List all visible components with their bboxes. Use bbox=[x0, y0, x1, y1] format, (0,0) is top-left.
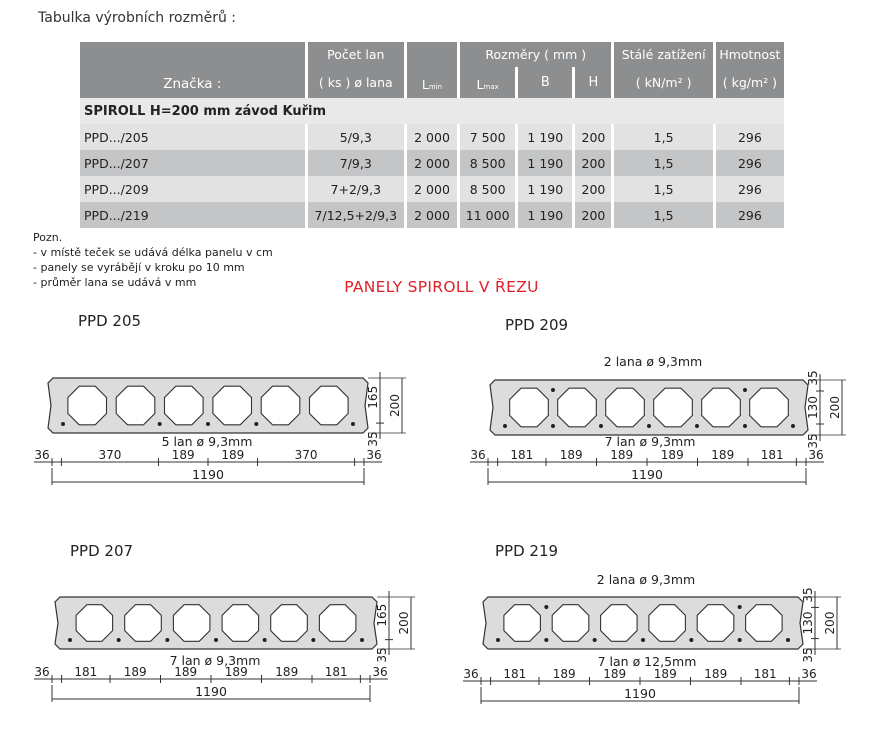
dimension-value: 36 bbox=[366, 448, 382, 462]
dimension-value: 36 bbox=[463, 667, 479, 681]
dimension-value: 370 bbox=[98, 448, 122, 462]
header-load: Stálé zatížení bbox=[614, 42, 712, 67]
header-load-sub: ( kN/m² ) bbox=[614, 67, 712, 98]
height-value: 35 bbox=[801, 647, 815, 663]
header-b: B bbox=[518, 67, 572, 98]
strand-dot bbox=[351, 422, 355, 426]
strand-dot bbox=[743, 424, 747, 428]
hollow-core bbox=[697, 605, 734, 642]
height-value: 200 bbox=[828, 396, 842, 419]
page-title: Tabulka výrobních rozměrů : bbox=[38, 10, 237, 26]
cell-h: 200 bbox=[575, 176, 611, 202]
total-dimension-value: 1190 bbox=[195, 684, 227, 699]
note-item: - v místě teček se udává délka panelu v cm bbox=[33, 246, 273, 259]
total-dimension-value: 1190 bbox=[192, 467, 224, 482]
cell-strands: 7/12,5+2/9,3 bbox=[308, 202, 404, 228]
hollow-core bbox=[606, 388, 645, 427]
notes-label: Pozn. bbox=[33, 231, 63, 244]
cell-lmax: 11 000 bbox=[460, 202, 515, 228]
height-value: 130 bbox=[801, 611, 815, 635]
hollow-core bbox=[125, 605, 162, 642]
dimension-value: 189 bbox=[123, 665, 147, 679]
hollow-core bbox=[649, 605, 686, 642]
dimension-value: 189 bbox=[660, 448, 684, 462]
bottom-strand-note: 5 lan ø 9,3mm bbox=[161, 434, 253, 449]
cell-b: 1 190 bbox=[518, 150, 572, 176]
bottom-strand-note: 7 lan ø 9,3mm bbox=[169, 653, 261, 668]
strand-dot bbox=[791, 424, 795, 428]
height-value: 200 bbox=[388, 394, 402, 417]
header-lmax: Lmax bbox=[460, 67, 515, 98]
bottom-strand-note: 7 lan ø 9,3mm bbox=[604, 434, 696, 449]
strand-dot bbox=[254, 422, 258, 426]
dimension-value: 36 bbox=[34, 665, 50, 679]
cell-h: 200 bbox=[575, 150, 611, 176]
hollow-core bbox=[510, 388, 549, 427]
strand-dot bbox=[214, 638, 218, 642]
hollow-core bbox=[213, 386, 252, 425]
hollow-core bbox=[68, 386, 107, 425]
strand-dot bbox=[738, 638, 742, 642]
dimension-value: 36 bbox=[808, 448, 824, 462]
hollow-core bbox=[76, 605, 113, 642]
cell-lmax: 7 500 bbox=[460, 124, 515, 150]
strand-dot bbox=[165, 638, 169, 642]
cell-lmin: 2 000 bbox=[407, 150, 457, 176]
hollow-core bbox=[116, 386, 155, 425]
header-lmin: Lmin bbox=[407, 42, 457, 98]
height-value: 35 bbox=[375, 647, 389, 663]
header-dims: Rozměry ( mm ) bbox=[460, 42, 611, 67]
dimension-value: 189 bbox=[275, 665, 299, 679]
strand-dot bbox=[599, 424, 603, 428]
dimension-value: 189 bbox=[610, 448, 634, 462]
cell-b: 1 190 bbox=[518, 202, 572, 228]
top-strand-note: 2 lana ø 9,3mm bbox=[596, 572, 696, 587]
dimension-value: 181 bbox=[324, 665, 348, 679]
panel-name: PPD 207 bbox=[70, 542, 134, 560]
panel-name: PPD 205 bbox=[78, 312, 142, 330]
table-group-label: SPIROLL H=200 mm závod Kuřim bbox=[80, 98, 784, 124]
cell-load: 1,5 bbox=[614, 176, 712, 202]
strand-dot bbox=[503, 424, 507, 428]
strand-dot bbox=[158, 422, 162, 426]
header-brand: Značka : bbox=[80, 42, 305, 98]
dimension-value: 181 bbox=[510, 448, 534, 462]
cell-name: PPD.../209 bbox=[80, 176, 305, 202]
hollow-core bbox=[271, 605, 308, 642]
hollow-core bbox=[552, 605, 589, 642]
height-value: 35 bbox=[806, 433, 820, 449]
strand-dot bbox=[311, 638, 315, 642]
hollow-core bbox=[601, 605, 638, 642]
cell-name: PPD.../219 bbox=[80, 202, 305, 228]
bottom-strand-note: 7 lan ø 12,5mm bbox=[597, 654, 697, 669]
header-strands-sub: ( ks ) ø lana bbox=[308, 67, 404, 98]
height-value: 35 bbox=[366, 431, 380, 447]
cell-h: 200 bbox=[575, 202, 611, 228]
strand-dot bbox=[206, 422, 210, 426]
dimension-value: 189 bbox=[704, 667, 728, 681]
cell-name: PPD.../207 bbox=[80, 150, 305, 176]
header-h: H bbox=[575, 67, 611, 98]
cell-load: 1,5 bbox=[614, 202, 712, 228]
cell-load: 1,5 bbox=[614, 150, 712, 176]
dimension-value: 189 bbox=[174, 665, 198, 679]
height-value: 200 bbox=[397, 611, 411, 635]
dimension-value: 181 bbox=[760, 448, 784, 462]
cell-strands: 7/9,3 bbox=[308, 150, 404, 176]
cell-mass: 296 bbox=[716, 124, 784, 150]
strand-dot bbox=[786, 638, 790, 642]
strand-dot bbox=[593, 638, 597, 642]
height-value: 35 bbox=[806, 370, 820, 386]
total-dimension-value: 1190 bbox=[631, 467, 663, 482]
strand-dot bbox=[544, 638, 548, 642]
dimension-value: 36 bbox=[470, 448, 486, 462]
dimension-value: 189 bbox=[552, 667, 576, 681]
strand-dot bbox=[496, 638, 500, 642]
strand-dot bbox=[551, 388, 555, 392]
cell-lmax: 8 500 bbox=[460, 150, 515, 176]
dimension-value: 189 bbox=[224, 665, 248, 679]
strand-dot bbox=[695, 424, 699, 428]
hollow-core bbox=[261, 386, 300, 425]
header-strands: Počet lan bbox=[308, 42, 404, 67]
dimension-value: 189 bbox=[711, 448, 735, 462]
dimension-value: 181 bbox=[753, 667, 777, 681]
note-item: - průměr lana se udává v mm bbox=[33, 276, 197, 289]
strand-dot bbox=[544, 605, 548, 609]
hollow-core bbox=[558, 388, 597, 427]
cell-lmin: 2 000 bbox=[407, 202, 457, 228]
cell-name: PPD.../205 bbox=[80, 124, 305, 150]
height-value: 200 bbox=[823, 611, 837, 635]
hollow-core bbox=[319, 605, 356, 642]
strand-dot bbox=[61, 422, 65, 426]
dimension-value: 189 bbox=[171, 448, 195, 462]
strand-dot bbox=[647, 424, 651, 428]
hollow-core bbox=[222, 605, 259, 642]
cell-mass: 296 bbox=[716, 176, 784, 202]
hollow-core bbox=[504, 605, 541, 642]
dimension-value: 189 bbox=[653, 667, 677, 681]
hollow-core bbox=[165, 386, 204, 425]
dimension-value: 36 bbox=[372, 665, 388, 679]
dimension-value: 181 bbox=[503, 667, 527, 681]
cell-lmin: 2 000 bbox=[407, 176, 457, 202]
hollow-core bbox=[702, 388, 741, 427]
dimension-value: 370 bbox=[294, 448, 318, 462]
height-value: 130 bbox=[806, 396, 820, 419]
cell-b: 1 190 bbox=[518, 124, 572, 150]
strand-dot bbox=[743, 388, 747, 392]
panel-name: PPD 219 bbox=[495, 542, 559, 560]
top-strand-note: 2 lana ø 9,3mm bbox=[603, 354, 703, 369]
dimension-value: 189 bbox=[559, 448, 583, 462]
height-value: 165 bbox=[375, 603, 389, 627]
panel-name: PPD 209 bbox=[505, 316, 569, 334]
hollow-core bbox=[173, 605, 210, 642]
height-value: 35 bbox=[801, 587, 815, 603]
strand-dot bbox=[68, 638, 72, 642]
cell-h: 200 bbox=[575, 124, 611, 150]
dimension-value: 189 bbox=[221, 448, 245, 462]
hollow-core bbox=[310, 386, 349, 425]
cell-lmin: 2 000 bbox=[407, 124, 457, 150]
strand-dot bbox=[551, 424, 555, 428]
header-mass: Hmotnost bbox=[716, 42, 784, 67]
strand-dot bbox=[738, 605, 742, 609]
strand-dot bbox=[689, 638, 693, 642]
cell-strands: 5/9,3 bbox=[308, 124, 404, 150]
height-value: 165 bbox=[366, 385, 380, 409]
total-dimension-value: 1190 bbox=[624, 686, 656, 701]
dimension-value: 36 bbox=[801, 667, 817, 681]
dimension-value: 36 bbox=[34, 448, 50, 462]
header-mass-sub: ( kg/m² ) bbox=[716, 67, 784, 98]
hollow-core bbox=[750, 388, 789, 427]
cell-mass: 296 bbox=[716, 202, 784, 228]
strand-dot bbox=[117, 638, 121, 642]
hollow-core bbox=[654, 388, 693, 427]
dimension-value: 189 bbox=[603, 667, 627, 681]
cell-strands: 7+2/9,3 bbox=[308, 176, 404, 202]
dimension-value: 181 bbox=[74, 665, 98, 679]
section-title: PANELY SPIROLL V ŘEZU bbox=[344, 278, 539, 296]
note-item: - panely se vyrábějí v kroku po 10 mm bbox=[33, 261, 245, 274]
cell-b: 1 190 bbox=[518, 176, 572, 202]
hollow-core bbox=[746, 605, 783, 642]
cell-mass: 296 bbox=[716, 150, 784, 176]
strand-dot bbox=[360, 638, 364, 642]
cell-lmax: 8 500 bbox=[460, 176, 515, 202]
strand-dot bbox=[263, 638, 267, 642]
strand-dot bbox=[641, 638, 645, 642]
cell-load: 1,5 bbox=[614, 124, 712, 150]
